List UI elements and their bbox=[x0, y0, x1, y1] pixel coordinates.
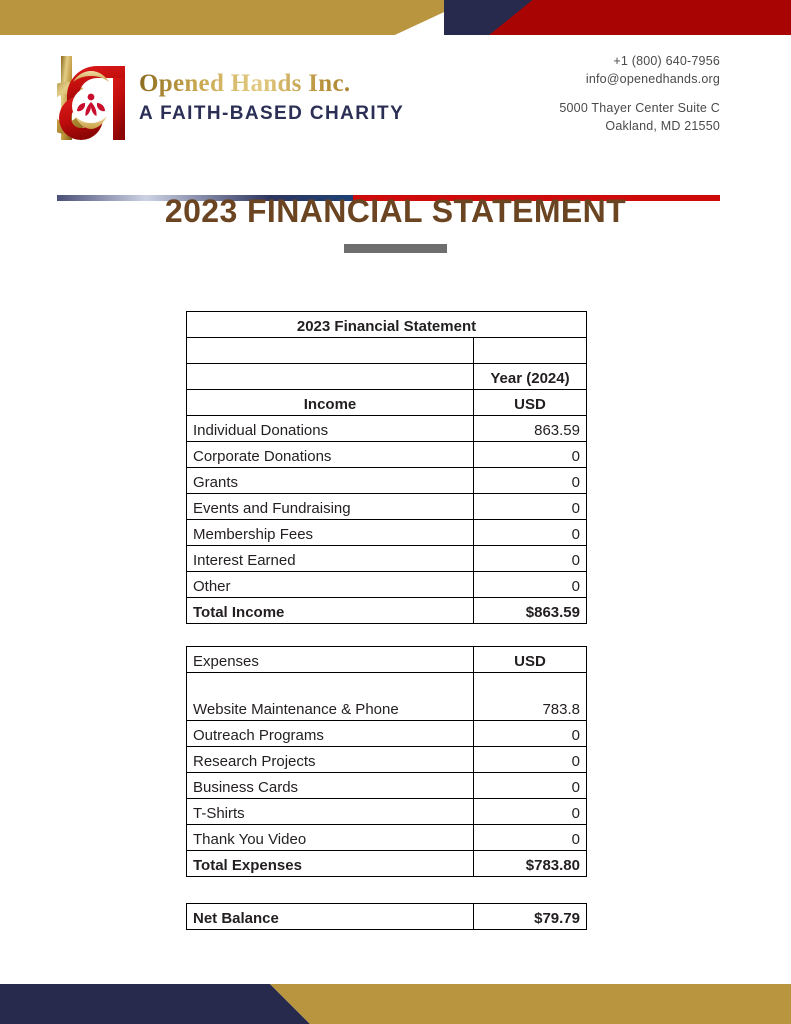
table-row bbox=[187, 520, 587, 546]
income-row-value: 0 bbox=[474, 546, 587, 572]
contact-address-line1: 5000 Thayer Center Suite C bbox=[559, 101, 720, 116]
bottom-banner-navy-shape bbox=[0, 984, 310, 1024]
income-table-title: 2023 Financial Statement bbox=[187, 312, 587, 338]
total-income-label: Total Income bbox=[187, 598, 474, 624]
expense-row-value: 0 bbox=[474, 825, 587, 851]
income-row-label: Events and Fundraising bbox=[187, 494, 474, 520]
page-title-area bbox=[0, 193, 791, 253]
brand-logo-block bbox=[57, 52, 404, 144]
income-row-value: 0 bbox=[474, 494, 587, 520]
table-row-expenses-header bbox=[187, 647, 587, 673]
table-row-statement-title bbox=[187, 312, 587, 338]
page-title: 2023 FINANCIAL STATEMENT bbox=[164, 193, 627, 229]
income-currency-header: USD bbox=[474, 390, 587, 416]
table-row bbox=[187, 468, 587, 494]
contact-spacer bbox=[559, 88, 720, 99]
opened-hands-logo-icon bbox=[57, 52, 129, 144]
table-row bbox=[187, 799, 587, 825]
brand-wordmark bbox=[139, 71, 404, 124]
organization-name: Opened Hands Inc. bbox=[139, 71, 404, 97]
income-row-label: Interest Earned bbox=[187, 546, 474, 572]
organization-tagline: A FAITH-BASED CHARITY bbox=[139, 102, 405, 124]
table-row-total-income bbox=[187, 598, 587, 624]
income-row-label: Grants bbox=[187, 468, 474, 494]
table-row bbox=[187, 416, 587, 442]
expense-row-label: Business Cards bbox=[187, 773, 474, 799]
expense-row-value: 0 bbox=[474, 773, 587, 799]
bottom-banner-gold-shape bbox=[270, 984, 791, 1024]
expenses-table bbox=[186, 646, 587, 877]
table-row bbox=[187, 494, 587, 520]
table-row-blank bbox=[187, 338, 587, 364]
income-table bbox=[186, 311, 587, 624]
expense-row-value: 0 bbox=[474, 721, 587, 747]
top-decorative-banner bbox=[0, 0, 791, 35]
expense-row-value: 783.8 bbox=[474, 673, 587, 721]
table-row bbox=[187, 747, 587, 773]
expense-row-label: Outreach Programs bbox=[187, 721, 474, 747]
contact-info-block bbox=[559, 52, 720, 136]
table-row bbox=[187, 546, 587, 572]
total-income-value: $863.59 bbox=[474, 598, 587, 624]
table-row-total-expenses bbox=[187, 851, 587, 877]
expense-row-label: Website Maintenance & Phone bbox=[187, 673, 474, 721]
table-row bbox=[187, 721, 587, 747]
table-row bbox=[187, 825, 587, 851]
blank-cell-right bbox=[474, 338, 587, 364]
income-row-value: 0 bbox=[474, 572, 587, 598]
table-row bbox=[187, 673, 587, 721]
expenses-currency-header: USD bbox=[474, 647, 587, 673]
contact-phone: +1 (800) 640-7956 bbox=[613, 54, 720, 68]
net-balance-table bbox=[186, 903, 587, 930]
year-header-blank-cell bbox=[187, 364, 474, 390]
income-row-value: 0 bbox=[474, 468, 587, 494]
expense-row-label: Research Projects bbox=[187, 747, 474, 773]
banner-gold-shape bbox=[0, 0, 470, 35]
income-row-label: Membership Fees bbox=[187, 520, 474, 546]
year-header-cell: Year (2024) bbox=[474, 364, 587, 390]
total-expenses-value: $783.80 bbox=[474, 851, 587, 877]
income-row-label: Corporate Donations bbox=[187, 442, 474, 468]
bottom-decorative-banner bbox=[0, 984, 791, 1024]
total-expenses-label: Total Expenses bbox=[187, 851, 474, 877]
title-underline-bar bbox=[344, 244, 447, 253]
income-row-value: 863.59 bbox=[474, 416, 587, 442]
net-balance-value: $79.79 bbox=[474, 904, 587, 930]
income-row-label: Individual Donations bbox=[187, 416, 474, 442]
table-row-year-header bbox=[187, 364, 587, 390]
contact-address-line2: Oakland, MD 21550 bbox=[605, 119, 720, 134]
table-row-income-header bbox=[187, 390, 587, 416]
expenses-section-header: Expenses bbox=[187, 647, 474, 673]
expense-row-label: T-Shirts bbox=[187, 799, 474, 825]
expense-row-value: 0 bbox=[474, 747, 587, 773]
table-row bbox=[187, 773, 587, 799]
net-balance-label: Net Balance bbox=[187, 904, 474, 930]
letterhead bbox=[0, 35, 791, 165]
income-row-value: 0 bbox=[474, 520, 587, 546]
table-row-net-balance bbox=[187, 904, 587, 930]
income-row-label: Other bbox=[187, 572, 474, 598]
table-row bbox=[187, 572, 587, 598]
blank-cell-left bbox=[187, 338, 474, 364]
income-row-value: 0 bbox=[474, 442, 587, 468]
expense-row-value: 0 bbox=[474, 799, 587, 825]
table-row bbox=[187, 442, 587, 468]
income-section-header: Income bbox=[187, 390, 474, 416]
expense-row-label: Thank You Video bbox=[187, 825, 474, 851]
contact-email: info@openedhands.org bbox=[585, 72, 720, 87]
